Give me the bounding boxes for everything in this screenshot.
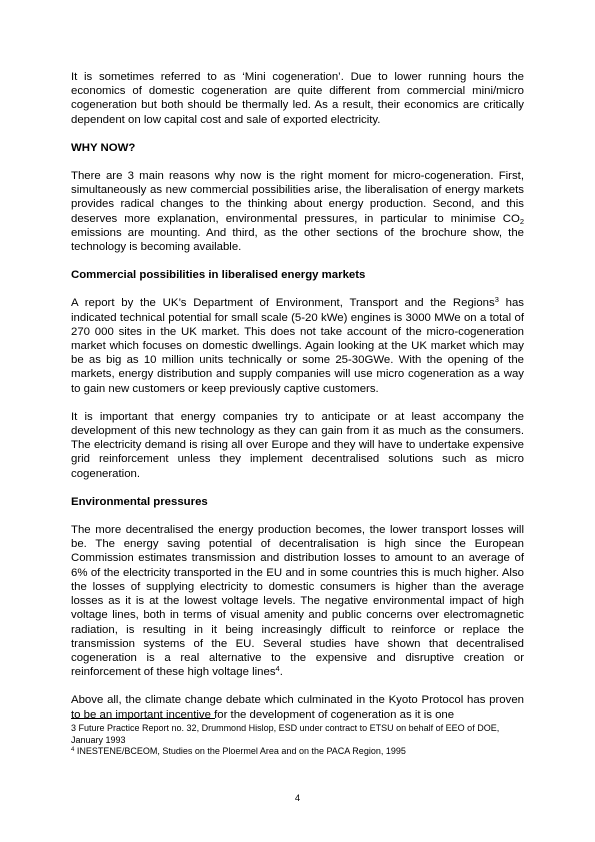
footnotes bbox=[71, 723, 524, 758]
commercial-paragraph-2: It is important that energy companies try to anticipate or at least accompany the development of this new technology as they can gain from it as much as the consumers. The electricity demand is rising all over Europe and they will have to undertake expensive grid reinforcement unless they implement decentralised solutions such as micro cogeneration. bbox=[71, 410, 524, 480]
page-body bbox=[71, 70, 524, 736]
environmental-paragraph bbox=[71, 523, 524, 679]
footnote-4-text: INESTENE/BCEOM, Studies on the Ploermel Area and on the PACA Region, 1995 bbox=[74, 746, 406, 756]
closing-paragraph: Above all, the climate change debate which culminated in the Kyoto Protocol has proven to be an important incentive for the development of cogeneration as it is one bbox=[71, 694, 524, 721]
environmental-text-after-ref: . bbox=[279, 666, 283, 679]
footnote-ref-3: 3 bbox=[494, 295, 499, 305]
commercial-paragraph-1 bbox=[71, 296, 524, 395]
page-number: 4 bbox=[294, 793, 301, 804]
footnote-divider bbox=[71, 718, 215, 719]
why-now-text-after-co2: emissions are mounting. And third, as the other sections of the brochure show, the technology is becoming available. bbox=[71, 226, 524, 254]
co2-subscript: 2 bbox=[519, 216, 524, 226]
footnote-4 bbox=[71, 746, 524, 758]
environmental-heading: Environmental pressures bbox=[71, 495, 208, 508]
footnote-3: 3 Future Practice Report no. 32, Drummond Hislop, ESD under contract to ETSU on behalf of EEO of DOE, January 1993 bbox=[71, 723, 500, 745]
environmental-text-before-ref: The more decentralised the energy production becomes, the lower transport losses will be. The energy saving potential of decentralisation is high since the European Commission estimates transmission and distribution losses to amount to an average of 6% of the electricity transported in the EU and in some countries this is much higher. Also the losses of supplying electricity to domestic consumers is higher than the average losses as it is at the lowest voltage levels. The negative environmental impact of high voltage lines, both in terms of visual amenity and public concerns over electromagnetic radiation, is resulting in it being increasingly difficult to reinforce or replace the transmission systems of the EU. Several studies have shown that decentralised cogeneration is a real alternative to the expensive and disruptive creation or reinforcement of these high voltage lines bbox=[71, 524, 524, 679]
footnote-4-marker: 4 bbox=[71, 747, 75, 753]
why-now-text-before-co2: There are 3 main reasons why now is the right moment for micro-cogeneration. First, simultaneously as new commercial possibilities arise, the liberalisation of energy markets provides radical changes to the thinking about energy production. Second, and this deserves more explanation, environmental pressures, in particular to minimise CO bbox=[71, 170, 524, 225]
footnote-ref-4: 4 bbox=[275, 664, 280, 674]
why-now-paragraph bbox=[71, 169, 524, 254]
commercial-text-after-ref: has indicated technical potential for small scale (5-20 kWe) engines is 3000 MWe on a total of 270 000 sites in the UK market. This does not take account of the micro-cogeneration market which focuses on domestic dwellings. Again looking at the UK market which may be as big as 10 million units technically or some 25-30GWe. With the opening of the markets, energy distribution and supply companies will use micro cogeneration as a way to gain new customers or keep previously captive customers. bbox=[71, 297, 524, 395]
intro-paragraph: It is sometimes referred to as ‘Mini cogeneration’. Due to lower running hours the economics of domestic cogeneration are quite different from commercial mini/micro cogeneration but both should be thermally led. As a result, their economics are critically dependent on low capital cost and sale of exported electricity. bbox=[71, 71, 524, 126]
commercial-heading: Commercial possibilities in liberalised energy markets bbox=[71, 269, 366, 282]
commercial-text-before-ref: A report by the UK’s Department of Environment, Transport and the Regions bbox=[71, 297, 495, 310]
why-now-heading: WHY NOW? bbox=[71, 141, 136, 154]
